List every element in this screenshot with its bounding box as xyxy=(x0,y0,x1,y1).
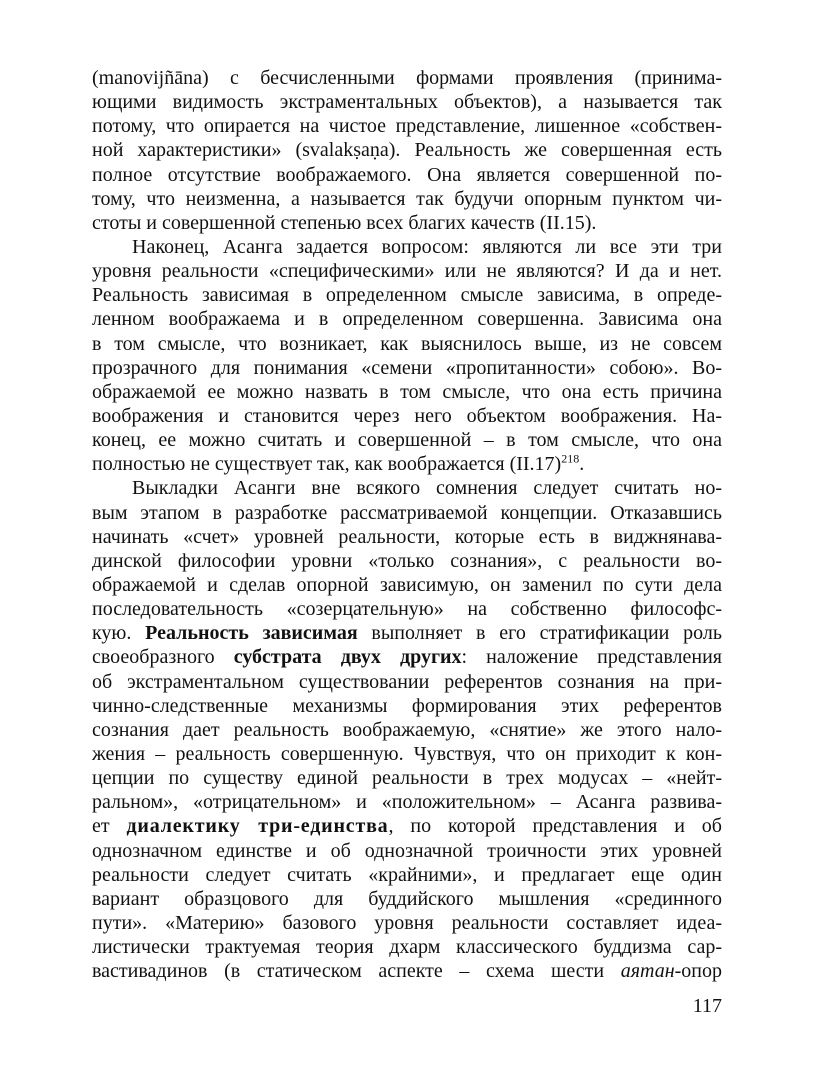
text-line xyxy=(92,332,722,356)
text-segment: вым этапом в разработке рассматриваемой концепции. Отказавшись xyxy=(92,501,722,524)
text-line xyxy=(92,839,722,863)
text-line xyxy=(92,114,722,138)
text-segment: ет xyxy=(92,815,127,838)
text-segment: начинать «счет» уровней реальности, которые есть в виджнянава- xyxy=(92,525,722,548)
text-line xyxy=(92,718,722,742)
text-segment: кую. xyxy=(92,622,146,645)
text-line xyxy=(92,525,722,549)
text-segment: выполняет в его стратификации роль xyxy=(357,622,723,645)
text-line xyxy=(92,66,722,90)
text-segment: вариант образцового для буддийского мышления «срединного xyxy=(92,887,722,910)
text-segment: цепции по существу единой реальности в трех модусах – «нейт- xyxy=(92,767,722,790)
text-line xyxy=(92,211,722,235)
text-line xyxy=(92,621,722,645)
text-segment: жения – реальность совершенную. Чувствуя, что он приходит к кон- xyxy=(92,742,722,765)
text-line xyxy=(92,259,722,283)
text-line xyxy=(92,501,722,525)
text-line xyxy=(92,959,722,983)
text-segment: полностью не существует так, как воображается (II.17) xyxy=(92,453,562,476)
text-segment: (manovijñāna) с бесчисленными формами проявления (принима- xyxy=(92,67,722,89)
text-line xyxy=(92,887,722,911)
text-segment: реальности следует считать «крайними», и предлагает еще один xyxy=(92,863,722,886)
text-segment: потому, что опирается на чистое представление, лишенное «собствен- xyxy=(92,115,722,138)
emphasized-text: субстрата двух других xyxy=(233,646,462,669)
text-line xyxy=(92,790,722,814)
text-segment: об экстраментальном существовании референтов сознания на при- xyxy=(92,670,722,693)
text-segment: прозрачного для понимания «семени «пропитанности» собою». Во- xyxy=(92,356,722,379)
text-line xyxy=(92,814,722,838)
text-line xyxy=(92,597,722,621)
text-segment: Наконец, Асанга задается вопросом: являются ли все эти три xyxy=(132,235,722,258)
text-line xyxy=(92,645,722,669)
text-line xyxy=(92,476,722,500)
text-line xyxy=(92,742,722,766)
emphasized-text: Реальность зависимая xyxy=(145,622,358,645)
text-segment: пути». «Материю» базового уровня реальности составляет идеа- xyxy=(92,911,722,934)
text-segment: Выкладки Асанги вне всякого сомнения следует считать но- xyxy=(132,477,722,500)
text-segment: своеобразного xyxy=(92,646,234,669)
text-line xyxy=(92,428,722,452)
text-segment: воображения и становится через него объектом воображения. На- xyxy=(92,404,722,427)
text-line xyxy=(92,283,722,307)
text-segment: , по которой представления и об xyxy=(388,815,722,838)
text-line xyxy=(92,138,722,162)
text-segment: листически трактуемая теория дхарм классического буддизма сар- xyxy=(92,936,722,959)
text-segment: ленном воображаема и в определенном совершенна. Зависима она xyxy=(92,308,722,331)
page-text-body xyxy=(92,66,722,983)
text-line xyxy=(92,187,722,211)
text-line xyxy=(92,694,722,718)
text-segment: вастивадинов (в статическом аспекте – схема шести xyxy=(92,960,621,983)
text-line xyxy=(92,404,722,428)
page-number: 117 xyxy=(692,995,722,1017)
text-segment: Реальность зависимая в определенном смысле зависима, в опреде- xyxy=(92,284,722,307)
text-line xyxy=(92,863,722,887)
text-segment: последовательность «созерцательную» на собственно философс- xyxy=(92,598,722,621)
text-line xyxy=(92,356,722,380)
text-segment: ральном», «отрицательном» и «положительном» – Асанга развива- xyxy=(92,791,722,814)
text-segment: ющими видимость экстраментальных объектов), а называется так xyxy=(92,91,722,114)
text-segment: сознания дает реальность воображаемую, «снятие» же этого нало- xyxy=(92,718,722,741)
text-segment: конец, ее можно считать и совершенной – в том смысле, что она xyxy=(92,429,722,452)
text-line xyxy=(92,163,722,187)
text-segment: стоты и совершенной степенью всех благих качеств (II.15). xyxy=(92,211,597,234)
text-segment: однозначном единстве и об однозначной троичности этих уровней xyxy=(92,839,722,862)
text-segment: в том смысле, что возникает, как выяснилось выше, из не совсем xyxy=(92,332,722,355)
text-line xyxy=(92,766,722,790)
text-line xyxy=(92,452,722,476)
text-segment: чинно-следственные механизмы формирования этих референтов xyxy=(92,694,722,717)
text-line xyxy=(92,380,722,404)
text-segment: полное отсутствие воображаемого. Она является совершенной по- xyxy=(92,163,722,186)
text-segment: динской философии уровни «только сознания», с реальности во- xyxy=(92,549,722,572)
text-segment: ображаемой и сделав опорной зависимую, он заменил по сути дела xyxy=(92,573,722,596)
text-line xyxy=(92,307,722,331)
text-segment: ной характеристики» (svalakṣaṇa). Реальность же совершенная есть xyxy=(92,139,722,162)
text-line xyxy=(92,911,722,935)
text-line xyxy=(92,670,722,694)
text-segment: : наложение представления xyxy=(461,646,722,669)
text-segment: тому, что неизменна, а называется так будучи опорным пунктом чи- xyxy=(92,187,722,210)
text-segment: ображаемой ее можно назвать в том смысле, что она есть причина xyxy=(92,380,722,403)
footnote-ref: 218 xyxy=(561,451,580,466)
text-line xyxy=(92,235,722,259)
emphasized-text: аятан xyxy=(620,960,675,983)
emphasized-text: диалектику три-единства xyxy=(126,815,389,838)
text-line xyxy=(92,935,722,959)
text-line xyxy=(92,90,722,114)
text-line xyxy=(92,573,722,597)
text-segment: -опор xyxy=(674,960,722,983)
text-segment: . xyxy=(579,453,585,476)
text-line xyxy=(92,549,722,573)
text-segment: уровня реальности «специфическими» или не являются? И да и нет. xyxy=(92,260,722,283)
